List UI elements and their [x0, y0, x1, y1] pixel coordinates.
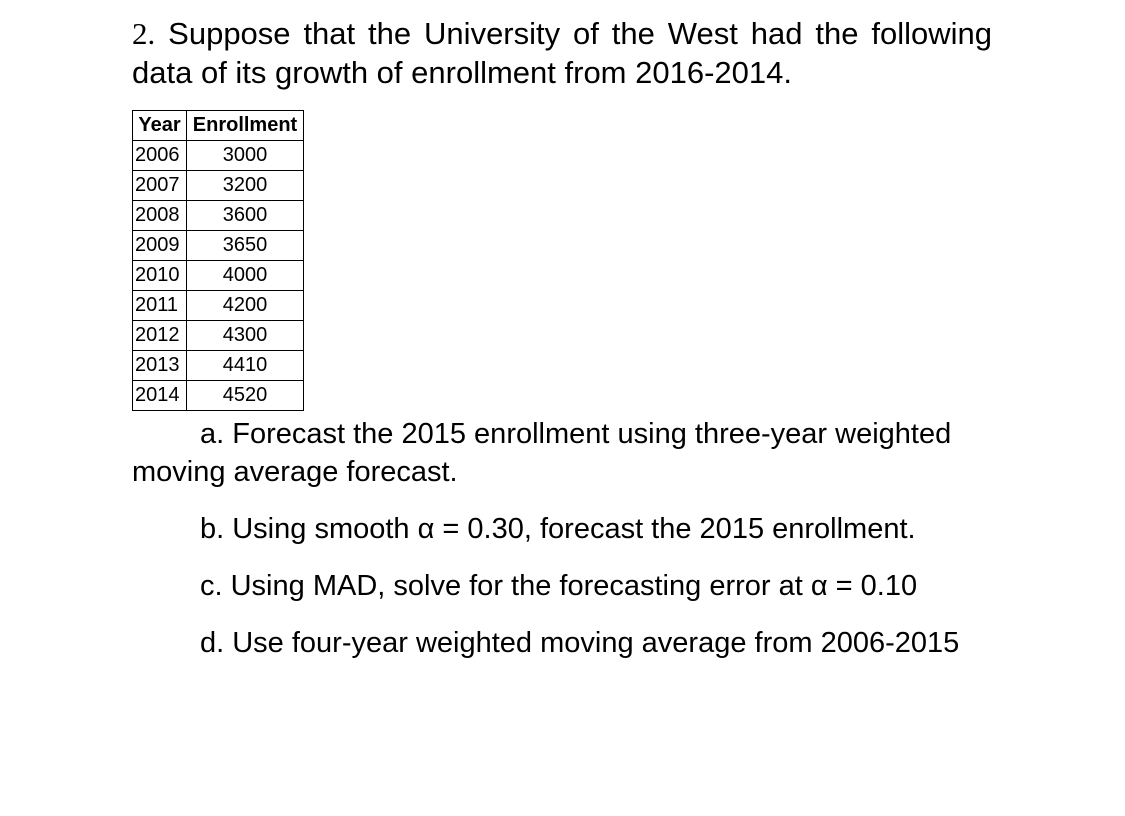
- table-row: [133, 171, 304, 201]
- question-intro: [132, 14, 992, 92]
- year-cell: 2006: [133, 141, 187, 171]
- enrollment-cell: 3200: [187, 171, 304, 201]
- header-enrollment: Enrollment: [187, 111, 304, 141]
- header-year: Year: [133, 111, 187, 141]
- part-b: b. Using smooth α = 0.30, forecast the 2015 enrollment.: [200, 513, 916, 545]
- enrollment-cell: 4200: [187, 291, 304, 321]
- part-c: c. Using MAD, solve for the forecasting error at α = 0.10: [200, 570, 918, 602]
- table-row: [133, 321, 304, 351]
- table-row: [133, 351, 304, 381]
- enrollment-cell: 3000: [187, 141, 304, 171]
- question-text: Suppose that the University of the West had the following data of its growth of enrollment from 2016-2014.: [132, 16, 992, 90]
- table-row: [133, 261, 304, 291]
- table-row: [133, 201, 304, 231]
- year-cell: 2011: [133, 291, 187, 321]
- year-cell: 2008: [133, 201, 187, 231]
- year-cell: 2010: [133, 261, 187, 291]
- enrollment-cell: 4520: [187, 381, 304, 411]
- table-row: [133, 141, 304, 171]
- table-row: [133, 381, 304, 411]
- year-cell: 2012: [133, 321, 187, 351]
- enrollment-cell: 4000: [187, 261, 304, 291]
- enrollment-table: [132, 110, 304, 411]
- enrollment-cell: 3650: [187, 231, 304, 261]
- year-cell: 2007: [133, 171, 187, 201]
- part-a: a. Forecast the 2015 enrollment using three-year weighted moving average forecast.: [132, 418, 952, 488]
- table-header-row: [133, 111, 304, 141]
- year-cell: 2009: [133, 231, 187, 261]
- enrollment-cell: 4410: [187, 351, 304, 381]
- enrollment-cell: 4300: [187, 321, 304, 351]
- question-number: 2.: [132, 16, 156, 51]
- year-cell: 2013: [133, 351, 187, 381]
- table-row: [133, 291, 304, 321]
- part-d: d. Use four-year weighted moving average from 2006-2015: [200, 627, 960, 659]
- table-row: [133, 231, 304, 261]
- enrollment-cell: 3600: [187, 201, 304, 231]
- year-cell: 2014: [133, 381, 187, 411]
- problem-document: [132, 14, 992, 662]
